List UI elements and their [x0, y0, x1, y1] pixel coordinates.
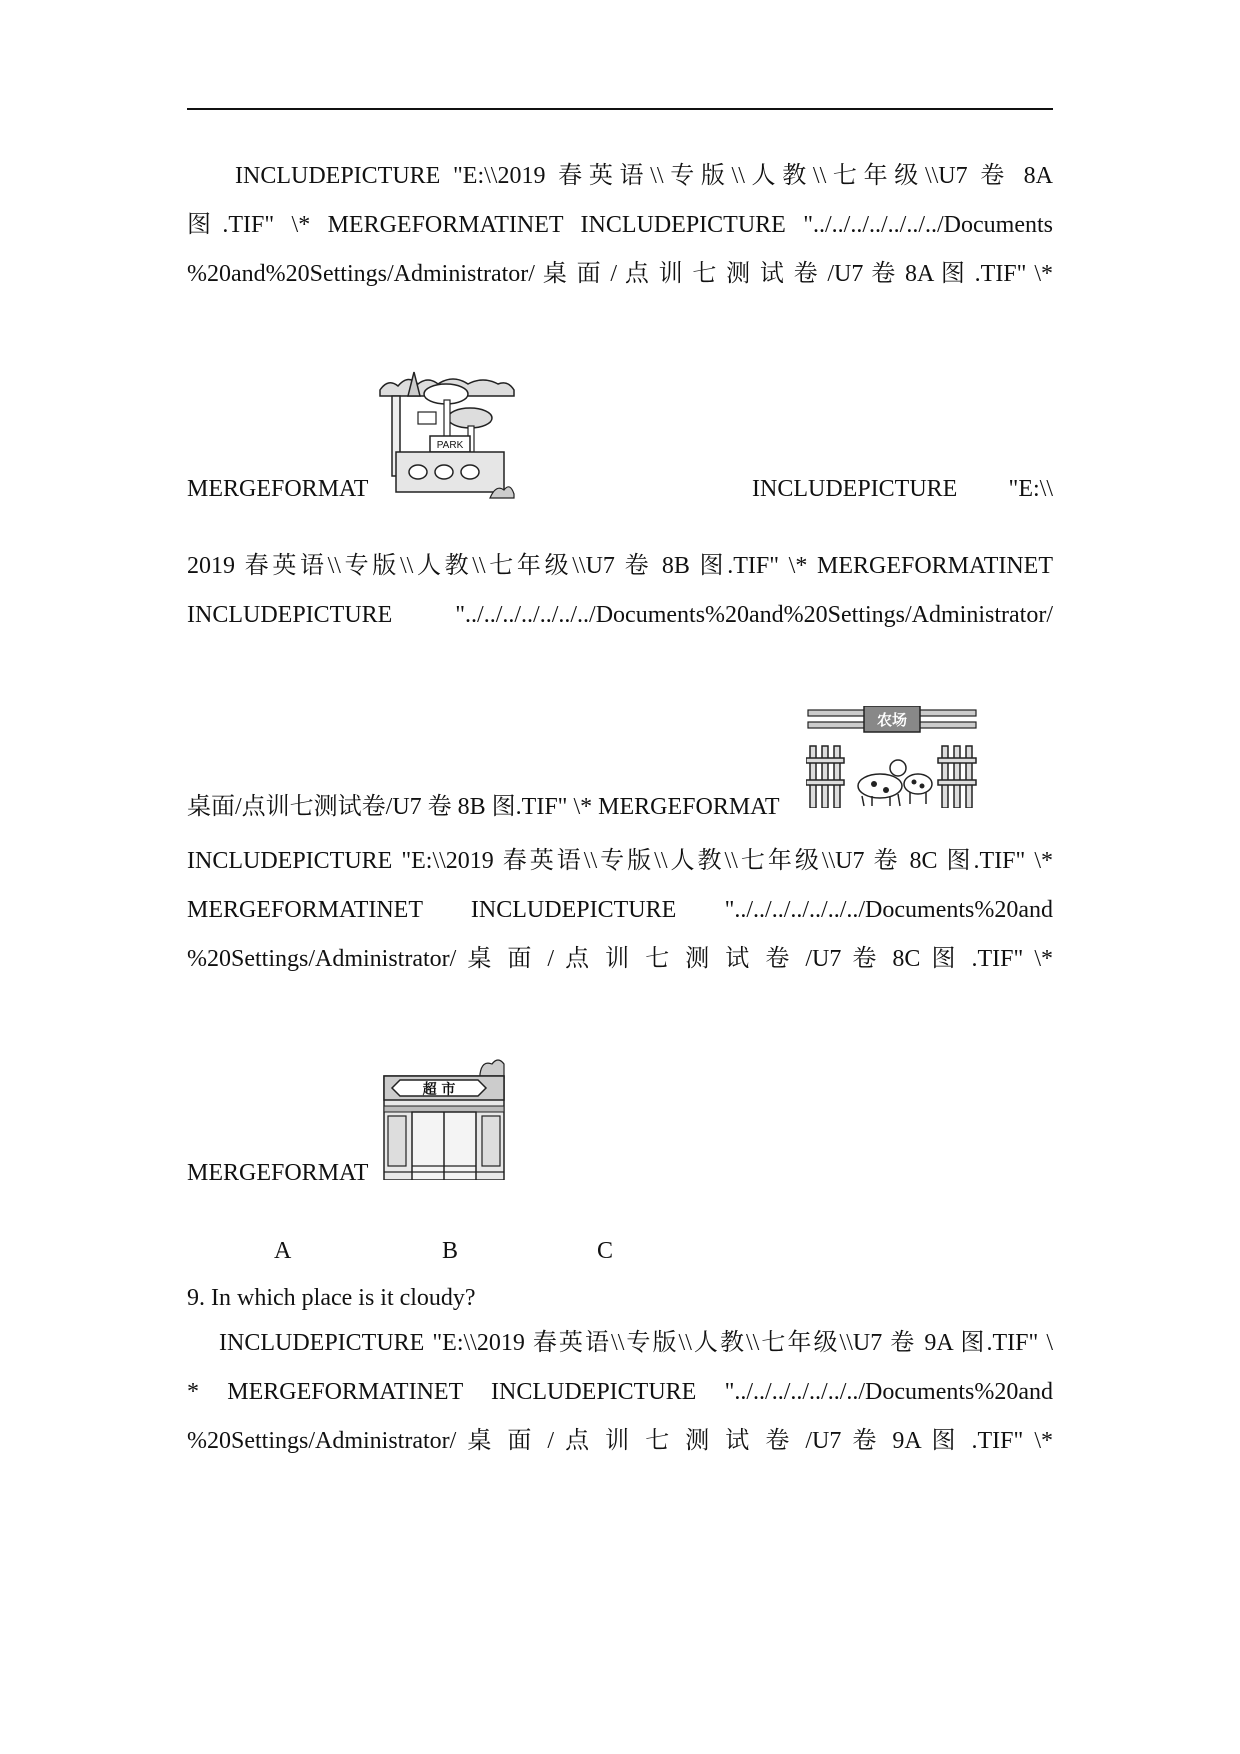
text-line: * MERGEFORMATINET INCLUDEPICTURE "../../../../../../../Documents%20and	[187, 1379, 1053, 1405]
text-line: INCLUDEPICTURE "E:\\	[752, 476, 1053, 502]
option-label-a: A	[274, 1238, 292, 1264]
park-sign: PARK	[436, 440, 464, 451]
farm-icon	[806, 706, 978, 808]
text-line: %20Settings/Administrator/ 桌 面 / 点 训 七 测 试 卷 /U7 卷 8C 图 .TIF" \*	[187, 946, 1053, 972]
supermarket-sign: 超 市	[422, 1082, 456, 1098]
option-label-c: C	[597, 1238, 614, 1264]
text-line: INCLUDEPICTURE "E:\\2019 春英语\\专版\\人教\\七年级\\U7 卷 9A 图.TIF" \	[219, 1330, 1053, 1356]
text-line: MERGEFORMATINET INCLUDEPICTURE "../../../../../../../Documents%20and	[187, 897, 1053, 923]
park-icon	[378, 370, 516, 500]
option-label-b: B	[442, 1238, 459, 1264]
text-line: MERGEFORMAT	[187, 476, 369, 502]
text-line: 桌面/点训七测试卷/U7 卷 8B 图.TIF" \* MERGEFORMAT	[187, 794, 780, 820]
text-line: 2019 春英语\\专版\\人教\\七年级\\U7 卷 8B 图.TIF" \* MERGEFORMATINET	[187, 553, 1053, 579]
text-line: 图.TIF" \* MERGEFORMATINET INCLUDEPICTURE "../../../../../../../Documents	[187, 212, 1053, 238]
supermarket-icon	[382, 1054, 506, 1180]
farm-sign: 农场	[876, 711, 908, 729]
question-9: 9. In which place is it cloudy?	[187, 1285, 476, 1311]
text-line: %20and%20Settings/Administrator/ 桌 面 / 点 训 七 测 试 卷 /U7 卷 8A 图 .TIF" \*	[187, 261, 1053, 287]
header-rule	[187, 108, 1053, 110]
text-line: MERGEFORMAT	[187, 1160, 369, 1186]
text-line: INCLUDEPICTURE "E:\\2019 春英语\\专版\\人教\\七年级\\U7 卷 8C 图.TIF" \*	[187, 848, 1053, 874]
text-line: INCLUDEPICTURE "E:\\2019 春英语\\专版\\人教\\七年级\\U7 卷 8A	[235, 163, 1053, 189]
text-line: %20Settings/Administrator/ 桌 面 / 点 训 七 测 试 卷 /U7 卷 9A 图 .TIF" \*	[187, 1428, 1053, 1454]
text-line: INCLUDEPICTURE "../../../../../../../Documents%20and%20Settings/Administrator/	[187, 602, 1053, 628]
